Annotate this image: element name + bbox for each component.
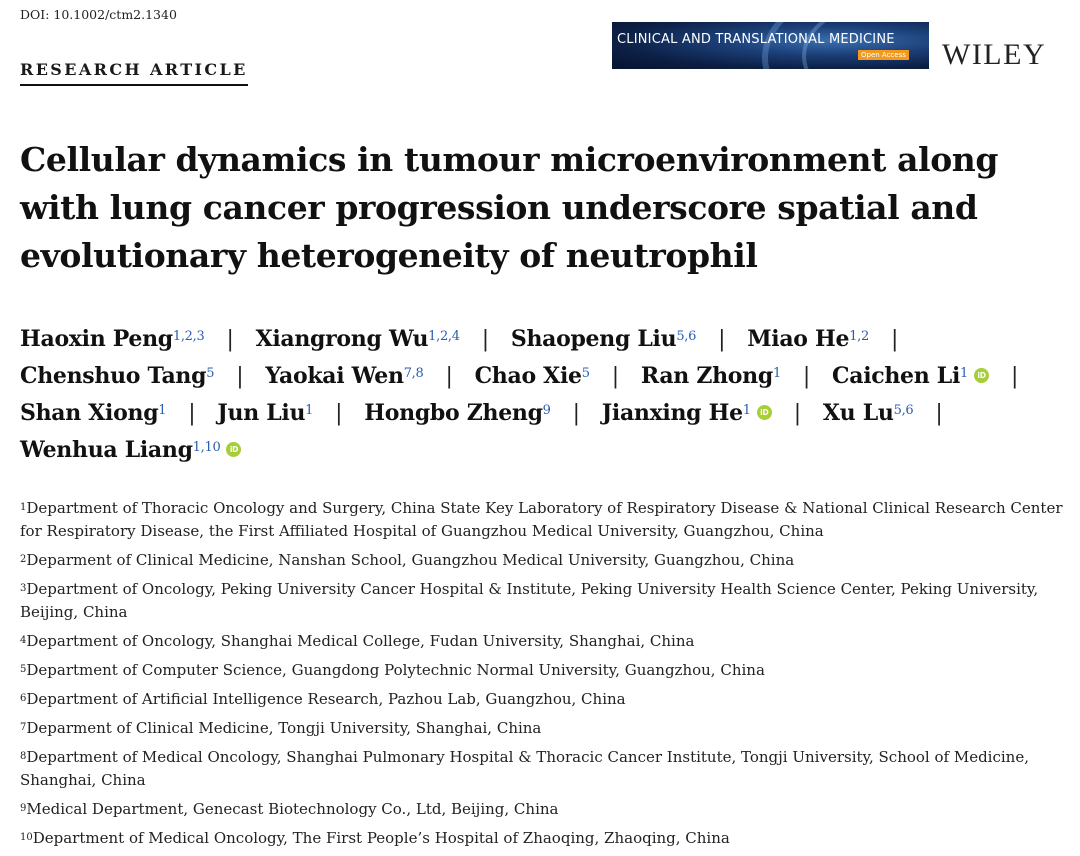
author-separator: |	[802, 364, 811, 389]
affiliation-text: Department of Artificial Intelligence Research, Pazhou Lab, Guangzhou, China	[26, 690, 626, 708]
open-access-badge: Open Access	[858, 50, 909, 60]
author-name[interactable]: Jianxing He$^1$ iD	[602, 395, 772, 432]
author-separator: |	[236, 364, 244, 389]
author-separator: |	[188, 401, 196, 426]
affiliation-item	[20, 549, 1070, 572]
author-affiliation-superscript[interactable]: 5,6	[676, 329, 697, 344]
author-name[interactable]: Ran Zhong$^1$	[640, 363, 781, 389]
author-affiliation-superscript[interactable]: 5	[581, 366, 590, 381]
affiliation-text: Department of Computer Science, Guangdong Polytechnic Normal University, Guangzhou, China	[26, 661, 765, 679]
author-separator: |	[793, 401, 801, 426]
author-name[interactable]: Yaokai Wen$^{7,8}$	[265, 363, 424, 389]
affiliation-number: 8	[20, 751, 27, 762]
journal-banner[interactable]	[612, 22, 929, 69]
article-title: Cellular dynamics in tumour microenvironment along with lung cancer progression underscore spatial and evolutionary heterogeneity of neutrophil	[20, 140, 999, 275]
affiliation-item	[20, 630, 1070, 653]
author-affiliation-superscript[interactable]: 1	[158, 403, 167, 418]
author-name[interactable]: Chenshuo Tang$^5$	[20, 363, 215, 389]
author-name[interactable]: Shaopeng Liu$^{5,6}$	[510, 326, 697, 352]
author-name[interactable]: Chao Xie$^5$	[474, 363, 590, 389]
affiliation-text: Department of Oncology, Peking University Cancer Hospital & Institute, Peking University Health Science Center, Peking University, Beijing, China	[20, 580, 1039, 621]
affiliation-text: Department of Medical Oncology, The First People’s Hospital of Zhaoqing, Zhaoqing, China	[32, 829, 730, 847]
author-affiliation-superscript[interactable]: 1,2	[849, 329, 869, 344]
author-separator: |	[445, 364, 453, 389]
author-name[interactable]: Xu Lu$^{5,6}$	[822, 400, 914, 426]
affiliation-number: 5	[20, 664, 27, 675]
author-separator: |	[226, 327, 234, 352]
orcid-icon[interactable]: iD	[226, 442, 241, 457]
author-name[interactable]: Haoxin Peng$^{1,2,3}$	[20, 326, 205, 352]
author-separator: |	[1011, 364, 1019, 389]
author-name[interactable]: Miao He$^{1,2}$	[747, 326, 869, 352]
author-separator: |	[572, 401, 580, 426]
affiliation-text: Department of Oncology, Shanghai Medical College, Fudan University, Shanghai, China	[26, 632, 695, 650]
affiliation-text: Department of Thoracic Oncology and Surgery, China State Key Laboratory of Respiratory Disease & National Clinical Research Center for Respiratory Disease, the First Affiliated Hospital of Guangzhou Medical University, Guangzhou, China	[20, 499, 1063, 540]
affiliation-number: 3	[20, 583, 27, 594]
author-list	[20, 321, 1070, 469]
author-affiliation-superscript[interactable]: 5	[206, 366, 215, 381]
affiliation-number: 10	[20, 832, 33, 843]
author-affiliation-superscript[interactable]: 1,2,3	[172, 329, 205, 344]
affiliation-number: 7	[20, 722, 27, 733]
orcid-icon[interactable]: iD	[974, 368, 989, 383]
author-affiliation-superscript[interactable]: 1,2,4	[428, 329, 460, 344]
author-name[interactable]: Jun Liu$^1$	[217, 400, 314, 426]
doi-text[interactable]: DOI: 10.1002/ctm2.1340	[20, 7, 177, 22]
affiliation-text: Department of Medical Oncology, Shanghai Pulmonary Hospital & Thoracic Cancer Institute, Tongji University, School of Medicine, Shanghai, China	[20, 748, 1029, 789]
author-separator: |	[890, 327, 899, 352]
affiliation-item	[20, 746, 1070, 792]
author-separator: |	[718, 327, 726, 352]
affiliation-number: 4	[20, 635, 27, 646]
author-name[interactable]: Wenhua Liang$^{1,10}$ iD	[20, 432, 241, 469]
author-name[interactable]: Hongbo Zheng$^9$	[364, 400, 551, 426]
affiliation-item	[20, 798, 1070, 821]
affiliation-number: 9	[20, 803, 27, 814]
affiliation-text: Deparment of Clinical Medicine, Nanshan School, Guangzhou Medical University, Guangzhou, China	[26, 551, 795, 569]
author-affiliation-superscript[interactable]: 5,6	[893, 403, 914, 418]
affiliation-item	[20, 688, 1070, 711]
affiliation-text: Medical Department, Genecast Biotechnology Co., Ltd, Beijing, China	[26, 800, 559, 818]
affiliation-item	[20, 717, 1070, 740]
affiliation-item	[20, 497, 1070, 543]
affiliation-list	[20, 497, 1070, 856]
author-separator: |	[611, 364, 619, 389]
author-name[interactable]: Xiangrong Wu$^{1,2,4}$	[255, 326, 460, 352]
author-affiliation-superscript[interactable]: 9	[542, 403, 551, 418]
publisher-logo[interactable]: WILEY	[942, 38, 1047, 71]
author-name[interactable]: Caichen Li$^1$ iD	[832, 358, 989, 395]
affiliation-text: Deparment of Clinical Medicine, Tongji University, Shanghai, China	[26, 719, 542, 737]
author-affiliation-superscript[interactable]: 1,10	[192, 440, 221, 455]
affiliation-item	[20, 827, 1070, 850]
affiliation-number: 1	[20, 502, 27, 513]
article-type-label: RESEARCH ARTICLE	[20, 60, 248, 86]
affiliation-item	[20, 578, 1070, 624]
author-separator: |	[481, 327, 489, 352]
journal-name: CLINICAL AND TRANSLATIONAL MEDICINE	[617, 32, 895, 47]
author-affiliation-superscript[interactable]: 1	[960, 366, 969, 381]
orcid-icon[interactable]: iD	[757, 405, 772, 420]
author-affiliation-superscript[interactable]: 1	[305, 403, 314, 418]
affiliation-number: 6	[20, 693, 27, 704]
author-separator: |	[935, 401, 943, 426]
affiliation-number: 2	[20, 554, 27, 565]
author-affiliation-superscript[interactable]: 7,8	[403, 366, 424, 381]
affiliation-item	[20, 659, 1070, 682]
author-affiliation-superscript[interactable]: 1	[742, 403, 751, 418]
author-separator: |	[335, 401, 343, 426]
author-name[interactable]: Shan Xiong$^1$	[20, 400, 167, 426]
author-affiliation-superscript[interactable]: 1	[772, 366, 781, 381]
